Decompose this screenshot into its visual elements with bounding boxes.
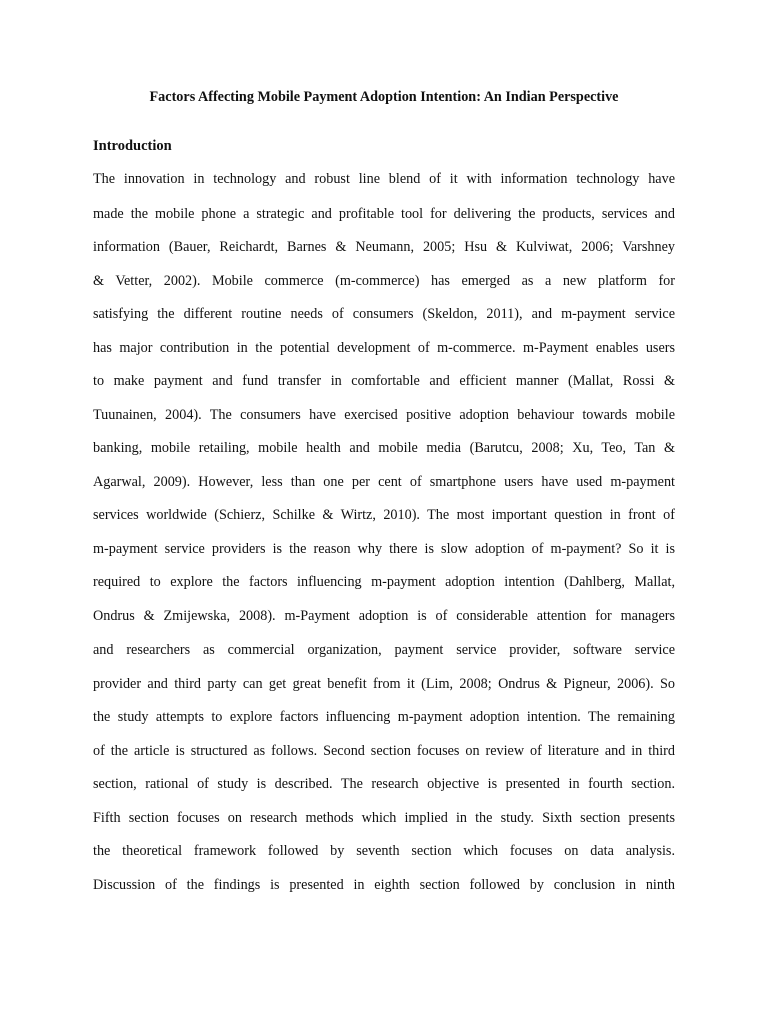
paragraph-line: required to explore the factors influencing m-payment adoption intention (Dahlberg, Mallat, bbox=[93, 574, 675, 590]
section-heading: Introduction bbox=[93, 138, 172, 154]
paragraph-line: information (Bauer, Reichardt, Barnes & Neumann, 2005; Hsu & Kulviwat, 2006; Varshney bbox=[93, 239, 675, 255]
paragraph-line: section, rational of study is described. The research objective is presented in fourth section. bbox=[93, 776, 675, 792]
paragraph-line: Discussion of the findings is presented in eighth section followed by conclusion in ninth bbox=[93, 877, 675, 893]
paragraph-line: banking, mobile retailing, mobile health and mobile media (Barutcu, 2008; Xu, Teo, Tan & bbox=[93, 440, 675, 456]
paragraph-line: satisfying the different routine needs of consumers (Skeldon, 2011), and m-payment service bbox=[93, 306, 675, 322]
paragraph-line: the study attempts to explore factors influencing m-payment adoption intention. The remaining bbox=[93, 709, 675, 725]
paragraph-line: services worldwide (Schierz, Schilke & Wirtz, 2010). The most important question in front of bbox=[93, 507, 675, 523]
paragraph-line: the theoretical framework followed by seventh section which focuses on data analysis. bbox=[93, 843, 675, 859]
paper-title: Factors Affecting Mobile Payment Adoption Intention: An Indian Perspective bbox=[149, 89, 619, 105]
paragraph-line: of the article is structured as follows. Second section focuses on review of literature and in third bbox=[93, 743, 675, 759]
paragraph-line: to make payment and fund transfer in comfortable and efficient manner (Mallat, Rossi & bbox=[93, 373, 675, 389]
paragraph-line: The innovation in technology and robust line blend of it with information technology have bbox=[93, 171, 675, 187]
paragraph-line: Ondrus & Zmijewska, 2008). m-Payment adoption is of considerable attention for managers bbox=[93, 608, 675, 624]
paragraph-line: Agarwal, 2009). However, less than one per cent of smartphone users have used m-payment bbox=[93, 474, 675, 490]
paragraph-line: & Vetter, 2002). Mobile commerce (m-commerce) has emerged as a new platform for bbox=[93, 273, 675, 289]
paragraph-line: Tuunainen, 2004). The consumers have exercised positive adoption behaviour towards mobile bbox=[93, 407, 675, 423]
paragraph-line: Fifth section focuses on research methods which implied in the study. Sixth section presents bbox=[93, 810, 675, 826]
paragraph-line: and researchers as commercial organization, payment service provider, software service bbox=[93, 642, 675, 658]
paragraph-line: has major contribution in the potential development of m-commerce. m-Payment enables users bbox=[93, 340, 675, 356]
paragraph-line: m-payment service providers is the reason why there is slow adoption of m-payment? So it is bbox=[93, 541, 675, 557]
paragraph-line: provider and third party can get great benefit from it (Lim, 2008; Ondrus & Pigneur, 2006). So bbox=[93, 676, 675, 692]
paragraph-line: made the mobile phone a strategic and profitable tool for delivering the products, services and bbox=[93, 206, 675, 222]
